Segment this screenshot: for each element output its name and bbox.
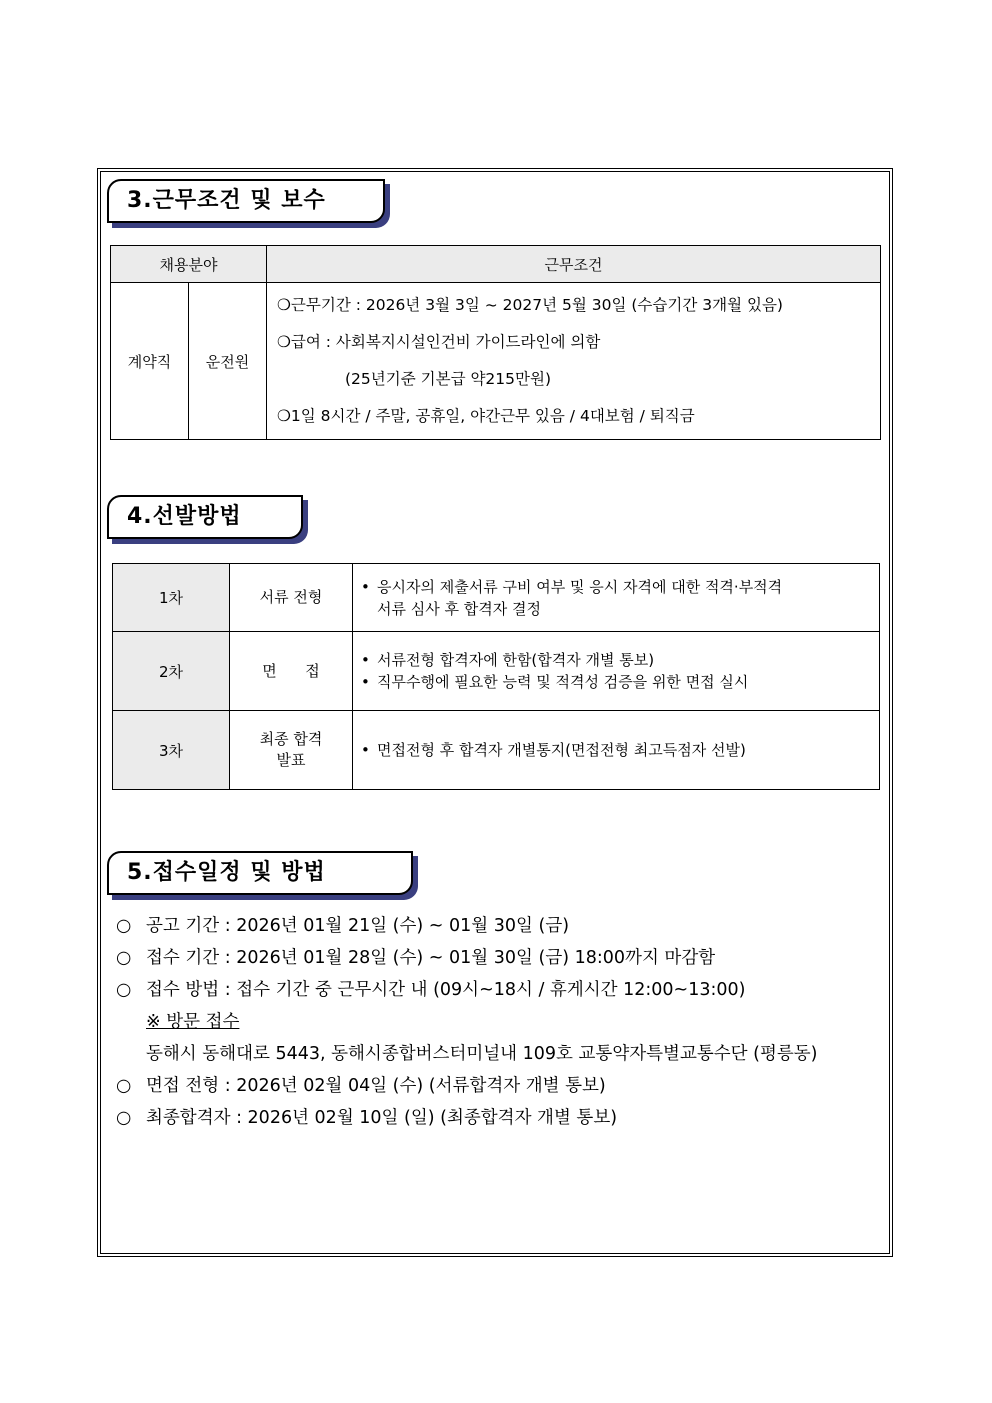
condition-salary-note: (25년기준 기본급 약215만원): [345, 370, 552, 388]
header-conditions: 근무조건: [267, 246, 881, 283]
position-name: 운전원: [189, 283, 267, 440]
conditions-cell: [267, 283, 881, 440]
list-item: ○ 최종합격자 : 2026년 02월 10일 (일) (최종합격자 개별 통보): [116, 1108, 618, 1128]
visit-label: ※ 방문 접수: [146, 1012, 240, 1032]
list-item: ○ 접수 기간 : 2026년 01월 28일 (수) ~ 01월 30일 (금) 18:00까지 마감함: [116, 948, 716, 968]
stage-description: [353, 564, 880, 632]
stage-description: [353, 711, 880, 790]
section4-title: 4.선발방법: [107, 495, 303, 539]
list-item: • 직무수행에 필요한 능력 및 적격성 검증을 위한 면접 실시: [361, 673, 749, 691]
visit-address: 동해시 동해대로 5443, 동해시종합버스터미널내 109호 교통약자특별교통수단 (평릉동): [146, 1044, 818, 1064]
contract-type: 계약직: [111, 283, 189, 440]
stage-description: [353, 632, 880, 711]
table-row: [113, 632, 880, 711]
list-item: ○ 면접 전형 : 2026년 02월 04일 (수) (서류합격자 개별 통보): [116, 1076, 606, 1096]
condition-salary: ❍급여 : 사회복지시설인건비 가이드라인에 의함: [277, 333, 601, 351]
table-row: [111, 283, 881, 440]
condition-period: ❍근무기간 : 2026년 3월 3일 ~ 2027년 5월 30일 (수습기간 3개월 있음): [277, 296, 783, 314]
list-item: ○ 접수 방법 : 접수 기간 중 근무시간 내 (09시~18시 / 휴게시간 12:00~13:00): [116, 980, 746, 1000]
selection-method-table: [112, 563, 880, 790]
section5-title: 5.접수일정 및 방법: [107, 851, 413, 895]
list-item: • 응시자의 제출서류 구비 여부 및 응시 자격에 대한 적격·부적격: [361, 577, 783, 596]
table-row: [113, 711, 880, 790]
list-item: ○ 공고 기간 : 2026년 01월 21일 (수) ~ 01월 30일 (금): [116, 916, 570, 936]
stage-kind: 서류 전형: [230, 564, 353, 632]
list-item: 서류 심사 후 합격자 결정: [377, 599, 541, 618]
application-schedule: [116, 910, 886, 1134]
stage-kind: 면 접: [230, 632, 353, 711]
table-row: [113, 564, 880, 632]
list-item: • 면접전형 후 합격자 개별통지(면접전형 최고득점자 선발): [361, 741, 746, 759]
stage-label: 1차: [113, 564, 230, 632]
condition-hours: ❍1일 8시간 / 주말, 공휴일, 야간근무 있음 / 4대보험 / 퇴직금: [277, 407, 695, 425]
stage-label: 3차: [113, 711, 230, 790]
work-conditions-table: [110, 245, 881, 440]
table-header-row: [111, 246, 881, 283]
stage-kind: 최종 합격 발표: [230, 711, 353, 790]
stage-label: 2차: [113, 632, 230, 711]
header-field: 채용분야: [111, 246, 267, 283]
list-item: • 서류전형 합격자에 한함(합격자 개별 통보): [361, 651, 655, 669]
section3-title: 3.근무조건 및 보수: [107, 179, 385, 223]
